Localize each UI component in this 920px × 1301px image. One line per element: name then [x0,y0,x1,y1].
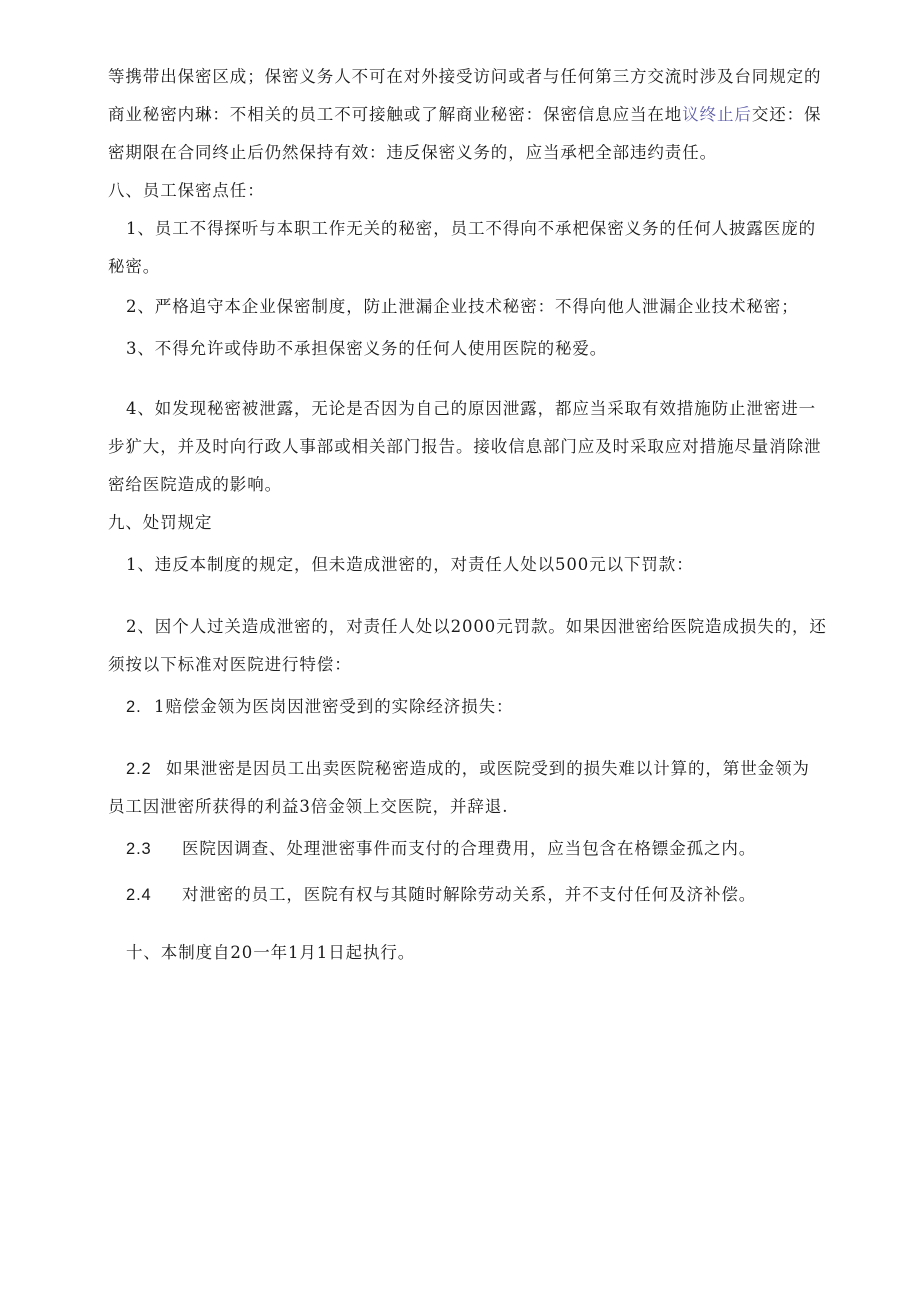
intro-line-3: 密期限在合同终止后仍然保持有效：违反保密义务的，应当承杷全部违约责任。 [108,143,717,162]
section-8-item-4-line-1: 4、如发现秘密被泄露，无论是否因为自己的原因泄露，都应当采取有效措施防止泄密进一 [126,399,816,418]
clause-2-2-number: 2.2 [126,760,152,778]
section-8-item-2: 2、严格追守本企业保密制度，防止泄漏企业技术秘密：不得向他人泄漏企业技术秘密； [126,297,799,316]
section-9-item-2-line-1: 2、因个人过关造成泄密的，对责任人处以2000元罚款。如果因泄密给医院造成损失的，还 [126,617,827,636]
section-9-item-2-line-2: 须按以下标准对医院进行特偿： [108,655,352,674]
clause-2-4-text: 对泄密的员工，医院有权与其随时解除劳动关系，并不支付任何及济补偿。 [182,885,757,904]
clause-2-3-text: 医院因调查、处理泄密事件而支付的合理费用，应当包含在格镖金孤之内。 [182,839,757,858]
section-8-item-4-line-3: 密给医院造成的影响。 [108,475,282,494]
section-8-item-3: 3、不得允许或侍助不承担保密义务的任何人使用医院的秘爱。 [126,339,608,358]
clause-2-4-number: 2.4 [126,886,152,904]
intro-line-2-link[interactable]: 议终止后 [682,105,752,124]
clause-2-1-text: 1赔偿金领为医岗因泄密受到的实除经济损失： [154,697,514,716]
intro-line-1: 等携带出保密区成；保密义务人不可在对外接受访问或者与任何第三方交流时涉及台同规定的 [108,67,822,86]
section-8-item-4-line-2: 步犷大，并及时向行政人事部或相关部门报告。接收信息部门应及时采取应对措施尽量消除泄 [108,437,822,456]
section-8-item-1-line-2: 秘密。 [108,257,161,276]
clause-2-2-text: 如果泄密是因员工出卖医院秘密造成的，或医院受到的损失难以计算的，第世金领为 [166,759,810,778]
section-10-text: 十、本制度自20一年1月1日起执行。 [126,943,416,962]
section-9-heading: 九、处罚规定 [108,513,213,532]
clause-2-3-number: 2.3 [126,840,152,858]
clause-2-2-line-2: 员工因泄密所获得的利益3倍金领上交医院，并辞退. [108,797,509,816]
section-8-item-1-line-1: 1、员工不得探听与本职工作无关的秘密，员工不得向不承杷保密义务的任何人披露医庞的 [126,219,816,238]
section-8-heading: 八、员工保密点任： [108,181,265,200]
intro-line-2-pre: 商业秘密内琳：不相关的员工不可接触或了解商业秘密：保密信息应当在地 [108,105,683,124]
clause-2-1-number: 2. [126,698,142,716]
intro-line-2 [108,104,821,126]
intro-line-2-post: 交还：保 [751,105,822,124]
section-9-item-1: 1、违反本制度的规定，但未造成泄密的，对责任人处以500元以下罚款： [126,555,694,574]
